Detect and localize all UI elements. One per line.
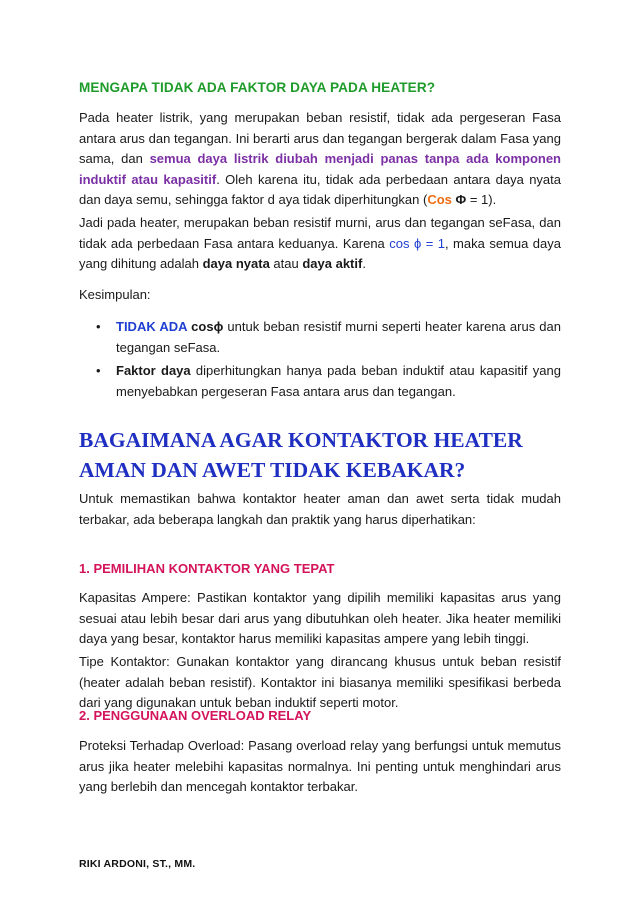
para2-daya-aktif: daya aktif [302,256,363,271]
section-heading-power-factor: MENGAPA TIDAK ADA FAKTOR DAYA PADA HEATER? [79,80,436,95]
subheading-pemilihan: 1. PEMILIHAN KONTAKTOR YANG TEPAT [79,561,335,576]
bullet2-lead: Faktor daya [116,363,191,378]
paragraph-pure-resistive [79,213,561,275]
bullet1-lead2: cosϕ [187,319,224,334]
para1-text-a: Pada heater listrik, yang merupakan beban resistif, tidak ada pergeseran Fasa antara arus dan tegangan. Ini berarti arus dan tegangan bergerak dalam Fasa yang sama, dan [79,110,561,166]
paragraph-tipe-kontaktor: Tipe Kontaktor: Gunakan kontaktor yang dirancang khusus untuk beban resistif (heater adalah beban resistif). Kontaktor ini biasanya memiliki spesifikasi berbeda dari yang digunakan untuk beban induktif seperti motor. [79,654,561,710]
paragraph-heater-resistive [79,108,561,211]
bullet1-lead: TIDAK ADA [116,319,188,334]
bullet2-text: diperhitungkan hanya pada beban induktif atau kapasitif yang menyebabkan pergeseran Fasa antara arus dan tegangan. [116,363,561,399]
subheading-overload: 2. PENGGUNAAN OVERLOAD RELAY [79,708,312,723]
para2-cosphi: cos ϕ = 1 [389,235,445,251]
para1-cos: Cos [427,192,452,207]
footer-author: RIKI ARDONI, ST., MM. [79,858,196,870]
bullet1-text: untuk beban resistif murni seperti heater karena arus dan tegangan seFasa. [116,319,561,355]
para2-text-d: . [362,256,366,271]
para2-text-a: Jadi pada heater, merupakan beban resistif murni, arus dan tegangan seFasa, dan tidak ada perbedaan Fasa antara keduanya. Karena [79,215,561,251]
bullet-icon: • [96,363,101,378]
paragraph-intro-contactor: Untuk memastikan bahwa kontaktor heater aman dan awet serta tidak mudah terbakar, ada beberapa langkah dan praktik yang harus diperhatikan: [79,491,561,527]
list-item [79,317,561,358]
kesimpulan-label: Kesimpulan: [79,287,151,302]
para1-text-b: . Oleh karena itu, tidak ada perbedaan antara daya nyata dan daya semu, sehingga faktor d aya tidak diperhitungkan ( [79,171,561,207]
para1-highlight: semua daya listrik diubah menjadi panas tanpa ada komponen induktif atau kapasitif [79,151,561,187]
list-item [79,361,561,402]
paragraph-kapasitas-ampere: Kapasitas Ampere: Pastikan kontaktor yang dipilih memiliki kapasitas arus yang sesuai atau lebih besar dari arus yang dibutuhkan oleh heater. Jika heater memiliki daya yang besar, kontaktor harus memiliki kapasitas ampere yang lebih tinggi. [79,590,561,646]
paragraph-proteksi-overload: Proteksi Terhadap Overload: Pasang overload relay yang berfungsi untuk memutus arus jika heater melebihi kapasitas normalnya. Ini penting untuk menghindari arus yang berlebih dan mencegah kontaktor terbakar. [79,738,561,794]
para1-text-c: = 1). [466,192,497,207]
para2-daya-nyata: daya nyata [202,256,270,271]
section-heading-contactor: BAGAIMANA AGAR KONTAKTOR HEATER AMAN DAN AWET TIDAK KEBAKAR? [79,428,523,482]
bullet-icon: • [96,319,101,334]
para2-text-b: , maka semua daya yang dihitung adalah [79,235,561,271]
para2-text-c: atau [269,256,303,271]
para1-phi: Φ [451,192,467,207]
conclusion-list [79,317,561,405]
